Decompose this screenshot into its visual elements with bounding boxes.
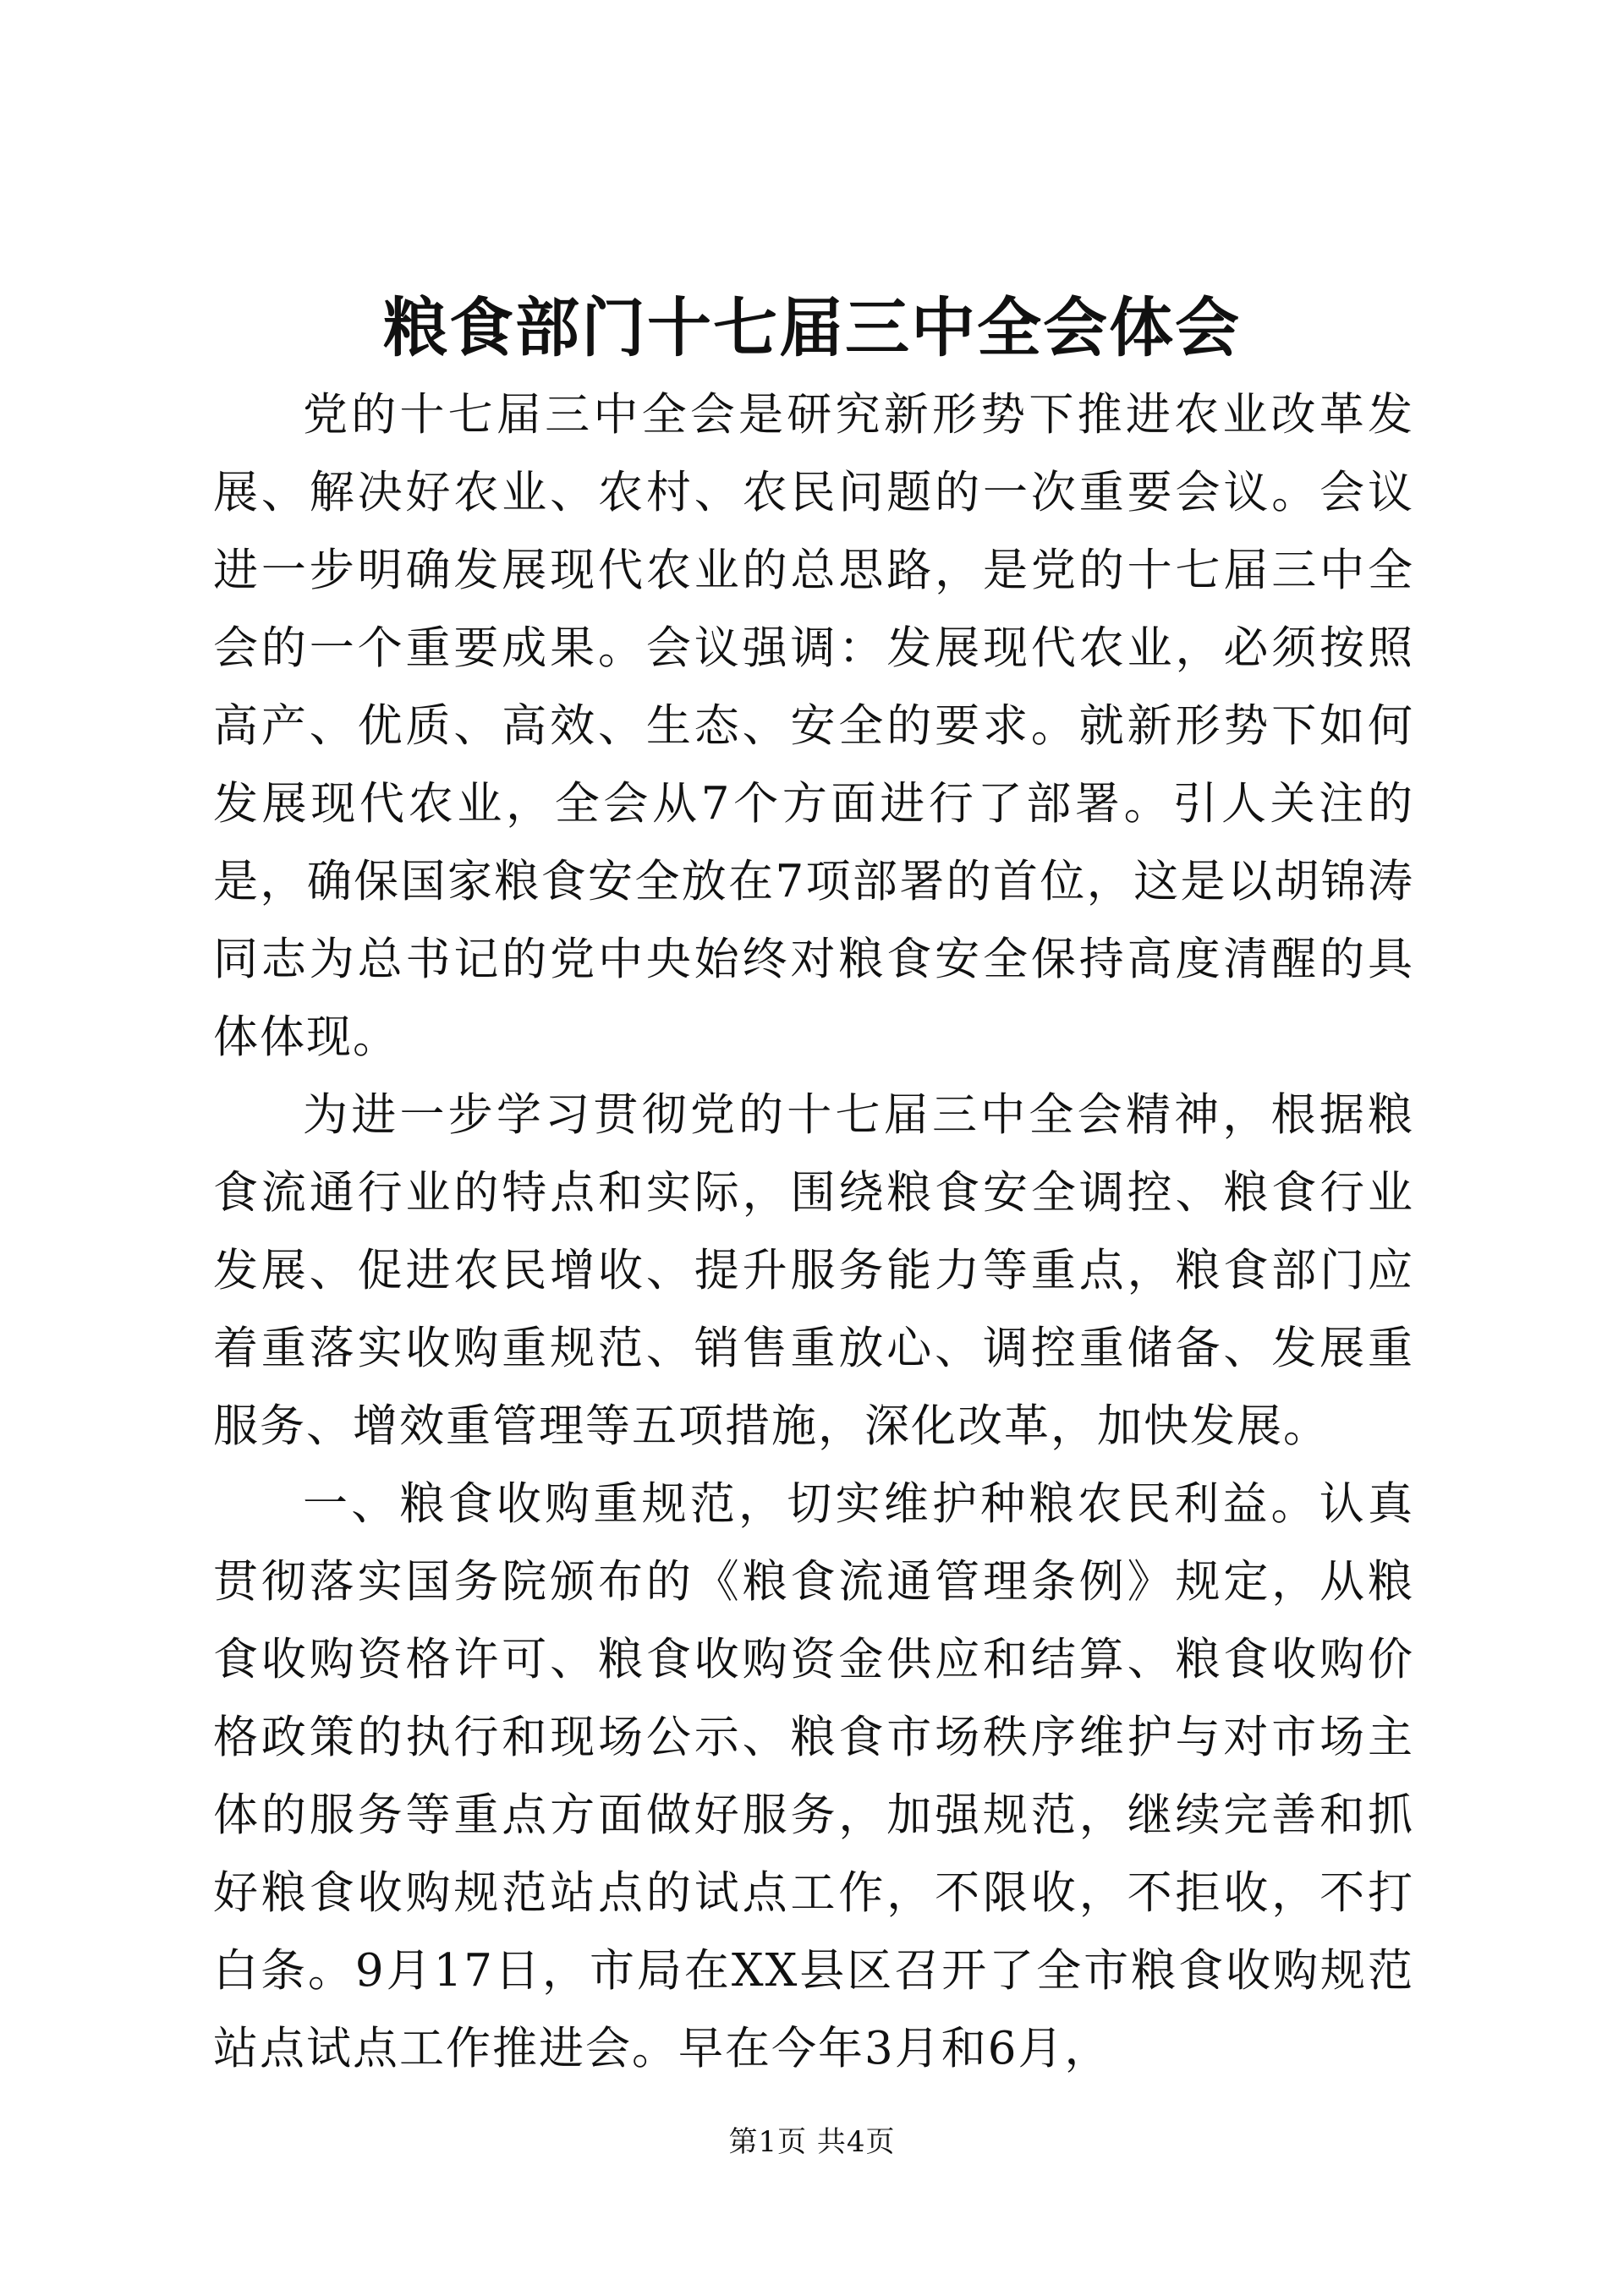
- paragraph-intro: 党的十七届三中全会是研究新形势下推进农业改革发展、解决好农业、农村、农民问题的一次重要会议。会议进一步明确发展现代农业的总思路，是党的十七届三中全会的一个重要成果。会议强调：发展现代农业，必须按照高产、优质、高效、生态、安全的要求。就新形势下如何发展现代农业，全会从7个方面进行了部署。引人关注的是，确保国家粮食安全放在7项部署的首位，这是以胡锦涛同志为总书记的党中央始终对粮食安全保持高度清醒的具体体现。: [213, 389, 1414, 1063]
- page-number-footer: 第1页 共4页: [728, 2125, 896, 2159]
- paragraph-section-one: 一、粮食收购重规范，切实维护种粮农民利益。认真贯彻落实国务院颁布的《粮食流通管理条例》规定，从粮食收购资格许可、粮食收购资金供应和结算、粮食收购价格政策的执行和现场公示、粮食市场秩序维护与对市场主体的服务等重点方面做好服务，加强规范，继续完善和抓好粮食收购规范站点的试点工作，不限收，不拒收，不打白条。9月17日，市局在XX县区召开了全市粮食收购规范站点试点工作推进会。早在今年3月和6月，: [213, 1478, 1414, 2074]
- paragraph-measures: 为进一步学习贯彻党的十七届三中全会精神，根据粮食流通行业的特点和实际，围绕粮食安全调控、粮食行业发展、促进农民增收、提升服务能力等重点，粮食部门应着重落实收购重规范、销售重放心、调控重储备、发展重服务、增效重管理等五项措施，深化改革，加快发展。: [213, 1089, 1414, 1452]
- document-title: 粮食部门十七届三中全会体会: [383, 290, 1241, 365]
- document-body: [213, 376, 1414, 2088]
